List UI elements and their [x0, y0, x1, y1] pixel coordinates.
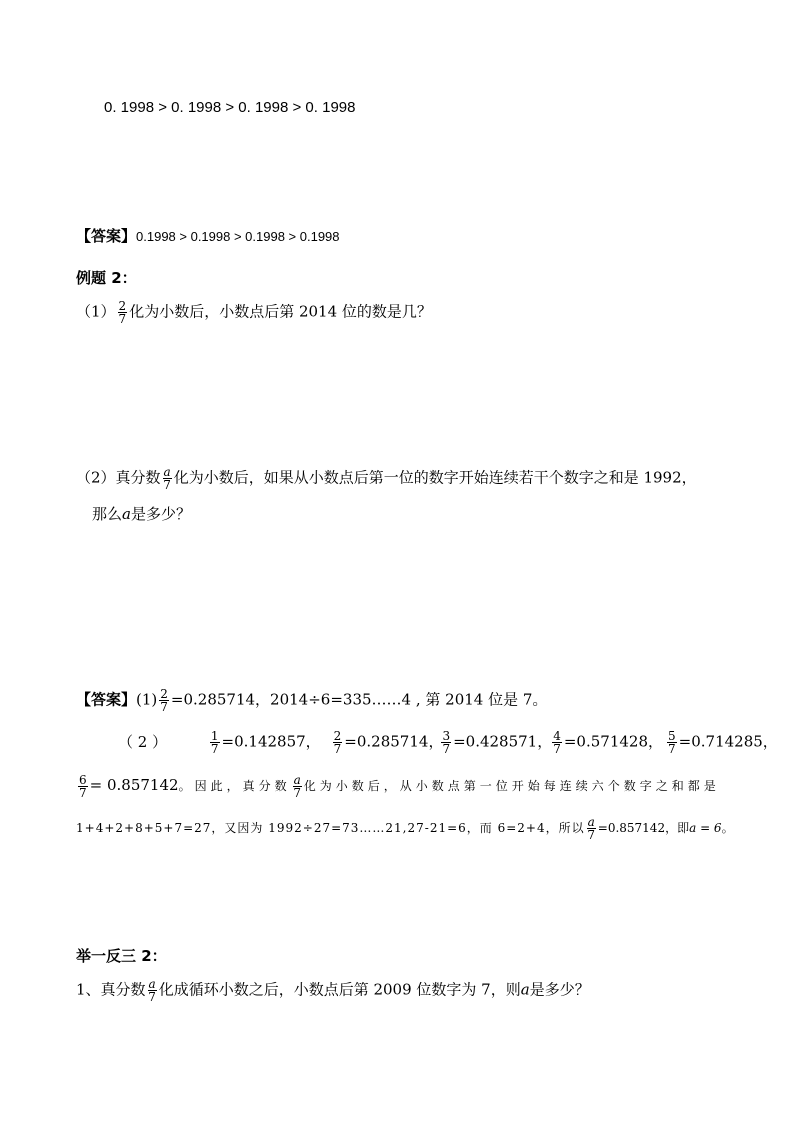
q1-prefix: （1）: [76, 302, 116, 321]
line4-frac-den: 7: [587, 828, 595, 842]
answer2-line3: [76, 774, 720, 799]
practice-q1-var: a: [520, 980, 530, 999]
q1-frac-den: 7: [118, 312, 127, 326]
frac2-value: =0.285714: [344, 732, 429, 751]
practice-q1-text-b: 是多少？: [529, 980, 590, 999]
q2-frac-num: a: [163, 465, 171, 479]
q2-line2-a: 那么: [92, 505, 123, 523]
answer2-line4: [76, 816, 734, 841]
line3-text-b: 化为小数后，从小数点第一位开始每连续六个数字之和都是: [303, 779, 720, 793]
frac2-num: 2: [333, 729, 342, 743]
frac5-num: 5: [668, 729, 676, 743]
sep3: ，: [537, 732, 553, 751]
practice-frac-num: a: [148, 977, 156, 991]
q2-line2-b: 是多少？: [130, 505, 191, 523]
answer2-label: 【答案】: [76, 690, 137, 709]
fraction-item-2: [331, 729, 444, 756]
fraction-item-1: [208, 730, 326, 755]
frac1-value: =0.142857: [221, 732, 306, 751]
example2-title: 例题 2：: [76, 269, 137, 287]
answer2-part1-value: =0.285714: [170, 690, 256, 709]
frac3-den: 7: [442, 742, 451, 756]
q1-text: 化为小数后，小数点后第 2014 位的数是几？: [129, 302, 432, 321]
frac3-value: =0.428571: [453, 732, 538, 751]
practice-fraction: [148, 978, 157, 1003]
answer2-part1-rest: ，2014÷6=335……4 , 第 2014 位是 7。: [255, 690, 548, 709]
sep5: ，: [762, 732, 778, 751]
practice-q1-text-a: 化成循环小数之后，小数点后第 2009 位数字为 7，则: [158, 980, 521, 999]
answer-label: 【答案】: [76, 227, 137, 245]
top-comparison: 0. 1998 > 0. 1998 > 0. 1998 > 0. 1998: [104, 99, 356, 116]
frac4-den: 7: [553, 742, 561, 756]
frac3-num: 3: [442, 729, 451, 743]
answer2-line1: [76, 688, 547, 713]
frac2-den: 7: [333, 742, 342, 756]
frac5-value: =0.714285: [678, 732, 763, 751]
line3-frac2-num: a: [293, 773, 301, 787]
frac1-den: 7: [210, 742, 219, 756]
frac5-den: 7: [668, 742, 676, 756]
answer2-part1-frac-den: 7: [160, 700, 168, 714]
q2-text: 化为小数后，如果从小数点后第一位的数字开始连续若干个数字之和是 1992，: [173, 468, 697, 487]
frac1-num: 1: [210, 729, 219, 743]
answer2-part1-prefix: (1): [136, 690, 158, 709]
q2-fraction: [163, 466, 172, 491]
fraction-item-5: [665, 730, 778, 755]
line3-value: = 0.857142: [89, 776, 179, 794]
practice2-title: 举一反三 2：: [76, 947, 167, 965]
sep2: ，: [428, 732, 444, 751]
line4-result: a = 6: [689, 821, 722, 835]
fraction-item-3: [439, 729, 553, 756]
frac4-value: =0.571428: [563, 732, 648, 751]
answer2-part1-fraction: [159, 688, 169, 713]
answer1-line: [76, 226, 340, 247]
q2-line2-var: a: [122, 505, 131, 523]
fraction-item-4: [550, 729, 664, 756]
q1-frac-num: 2: [118, 299, 127, 313]
example2-q2: [76, 466, 697, 491]
answer1-text: 0.1998 > 0.1998 > 0.1998 > 0.1998: [136, 229, 340, 244]
frac4-num: 4: [553, 729, 561, 743]
q2-frac-den: 7: [163, 478, 171, 492]
line4-text-b: ，即: [665, 821, 690, 835]
sep1: ，: [305, 732, 321, 751]
line3-frac2-den: 7: [293, 786, 301, 800]
line4-frac-num: a: [587, 815, 595, 829]
sep4: ，: [648, 732, 664, 751]
line4-value: =0.857142: [597, 821, 666, 835]
q2-prefix: （2）真分数: [76, 468, 161, 487]
answer2-part1-frac-num: 2: [160, 687, 168, 701]
example2-q1: [76, 300, 432, 325]
line3-frac-num: 6: [79, 773, 87, 787]
line4-text-a: 1+4+2+8+5+7=27，又因为 1992÷27=73……21,27-21=6，而 6=2+4，所以: [76, 821, 585, 835]
line4-end: 。: [721, 821, 734, 835]
answer2-part2-prefix: （ 2 ）: [118, 732, 168, 751]
line3-frac-den: 7: [79, 786, 87, 800]
q1-fraction: [118, 300, 128, 325]
practice2-q1: [76, 978, 590, 1003]
practice-q1-prefix: 1、真分数: [76, 980, 146, 999]
line3-text-a: 。因此，真分数: [178, 779, 291, 793]
practice-frac-den: 7: [148, 990, 156, 1004]
example2-q2-line2: [92, 504, 191, 524]
answer2-line2: [118, 730, 778, 755]
